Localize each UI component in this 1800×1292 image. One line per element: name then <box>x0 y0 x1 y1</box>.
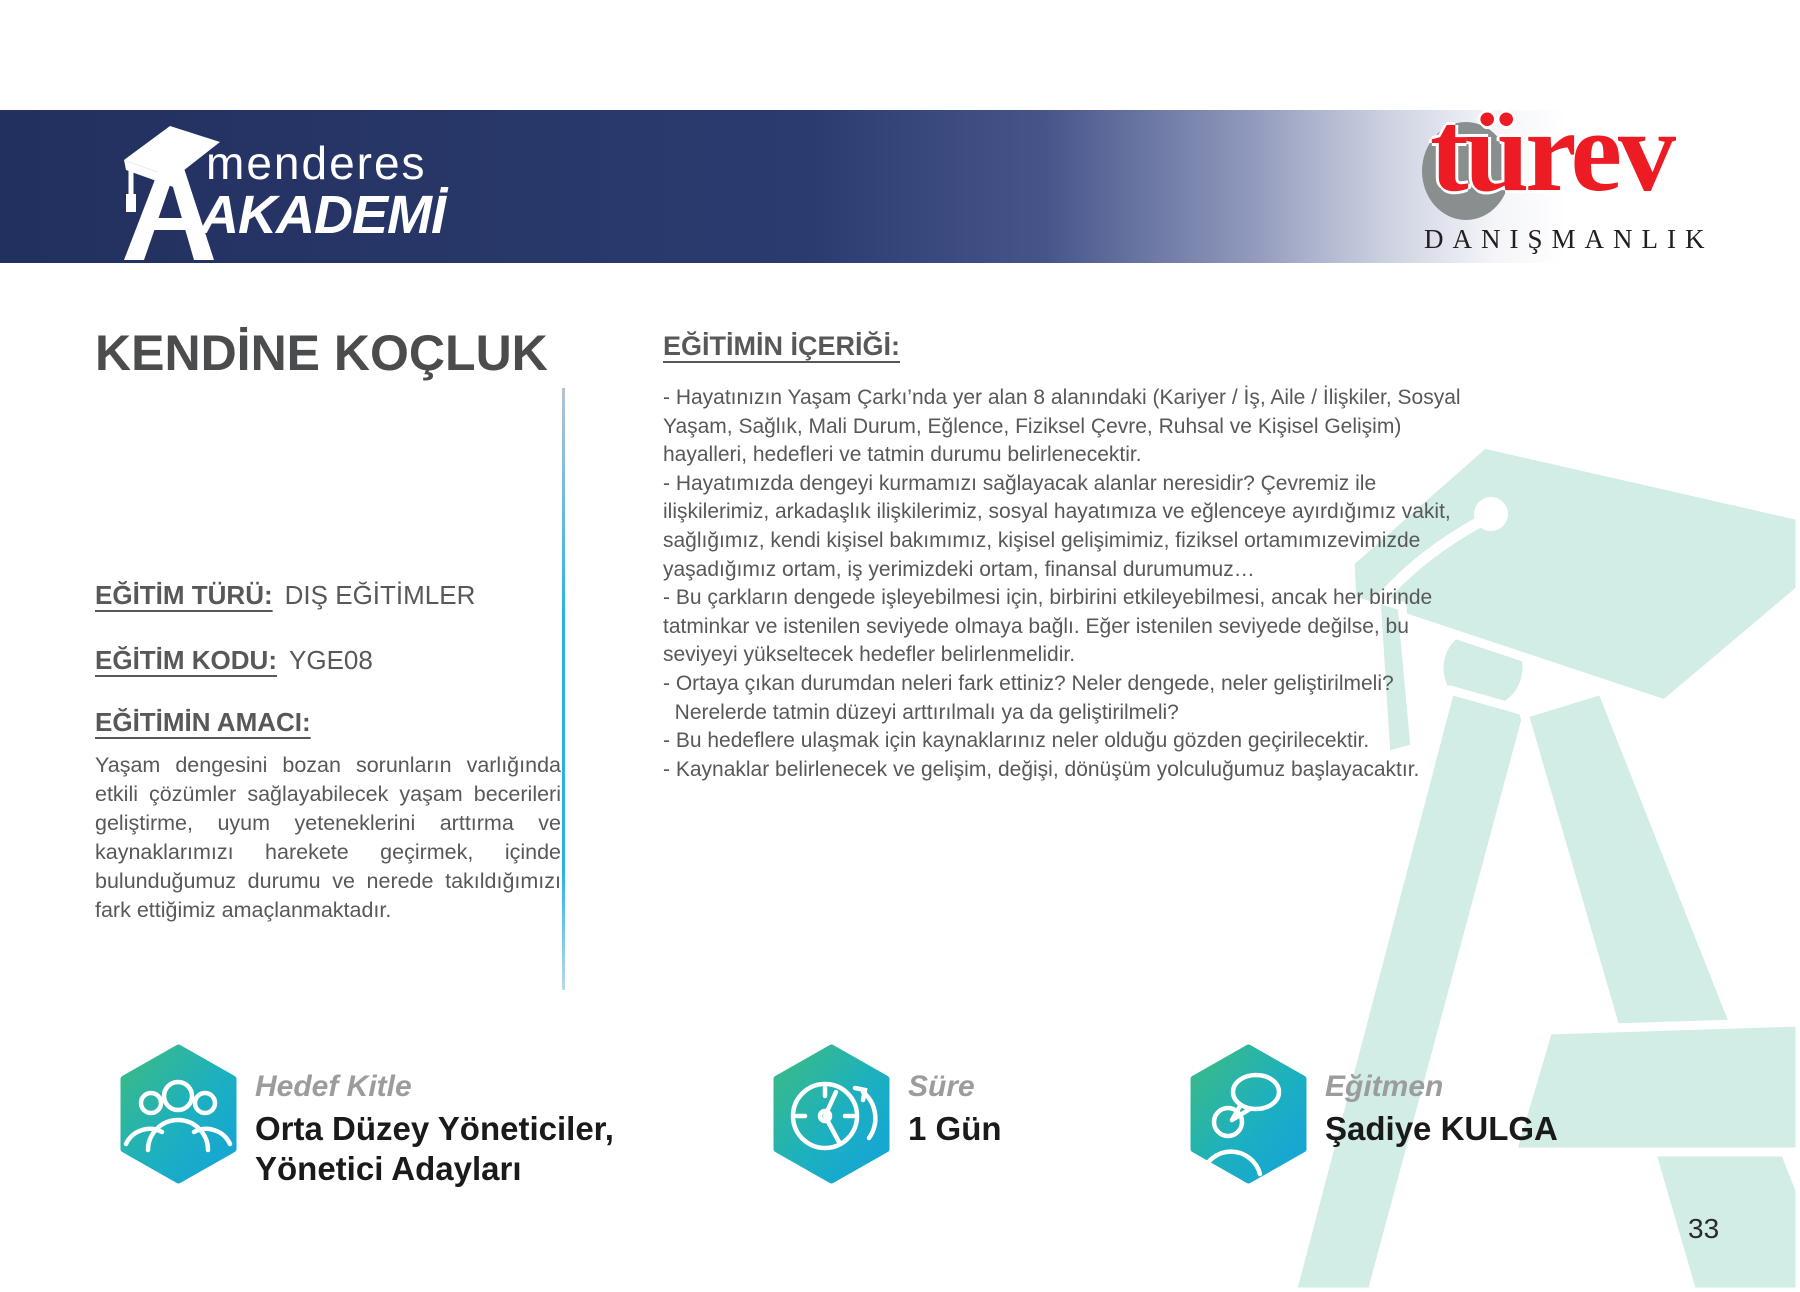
course-title: KENDİNE KOÇLUK <box>95 325 548 381</box>
turev-wordmark: türev <box>1430 88 1673 216</box>
column-divider <box>562 388 565 990</box>
sure-value: 1 Gün <box>908 1110 1002 1147</box>
hedef-kitle-label: Hedef Kitle <box>255 1070 412 1103</box>
sure-label: Süre <box>908 1070 975 1103</box>
content-item: - Kaynaklar belirlenecek ve gelişim, değişi, dönüşüm yolculuğumuz başlayacaktır. <box>663 757 1420 781</box>
hedef-kitle-hexagon <box>120 1044 237 1184</box>
egitmen-hexagon <box>1190 1044 1307 1184</box>
field-egitim-turu <box>95 580 475 611</box>
content-item: - Hayatınızın Yaşam Çarkı’nda yer alan 8 alanındaki (Kariyer / İş, Aile / İlişkiler, Sosyal Yaşam, Sağlık, Mali Durum, Eğlence, Fiziksel Çevre, Ruhsal ve Kişisel Gelişim) hayalleri, hedefleri ve tatmin durumu belirlenecektir. <box>663 386 1461 467</box>
hedef-kitle-value-line1: Orta Düzey Yöneticiler, <box>255 1110 614 1147</box>
course-purpose-text: Yaşam dengesini bozan sorunların varlığında etkili çözümler sağlayabilecek yaşam becerileri geliştirme, uyum yeteneklerini arttırma ve kaynaklarımızı harekete geçirmek, içinde bulunduğumuz durumu ve nerede takıldığımızı fark ettiğimiz amaçlanmaktadır. <box>95 753 561 922</box>
course-content-list <box>663 384 1465 784</box>
egitmen-label: Eğitmen <box>1325 1070 1444 1103</box>
turev-danismanlik-logo <box>1408 88 1738 270</box>
content-item: - Ortaya çıkan durumdan neleri fark ettiniz? Neler dengede, neler geliştirilmeli? <box>663 671 1394 695</box>
page-number: 33 <box>1688 1213 1720 1244</box>
content-item: - Hayatımızda dengeyi kurmamızı sağlayacak alanlar neresidir? Çevremiz ile ilişkilerimiz, arkadaşlık ilişkilerimiz, sosyal hayatımıza ve eğlenceye ayırdığımız vakit, sağlığımız, kendi kişisel bakımımız, kişisel gelişimimiz, fiziksel ortamımızevimizde yaşadığımız ortam, iş yerimizdeki ortam, finansal durumumuz… <box>663 471 1451 581</box>
egitimin-icerigi-label: EĞİTİMİN İÇERİĞİ: <box>663 331 901 361</box>
egitimin-amaci-label: EĞİTİMİN AMACI: <box>95 707 311 737</box>
field-egitim-kodu <box>95 645 373 676</box>
hedef-kitle-value-line2: Yönetici Adayları <box>255 1150 522 1187</box>
egitmen-value: Şadiye KULGA <box>1325 1110 1558 1147</box>
egitim-kodu-value: YGE08 <box>289 645 373 675</box>
content-item: Nerelerde tatmin düzeyi arttırılmalı ya da geliştirilmeli? <box>663 700 1179 724</box>
brand-akademi: AKADEMİ <box>200 185 445 245</box>
sure-hexagon <box>773 1044 890 1184</box>
content-item: - Bu çarkların dengede işleyebilmesi için, birbirini etkileyebilmesi, ancak her birinde tatminkar ve istenilen seviyede olmaya bağlı. Eğer istenilen seviyede değilse, bu seviyeyi yükseltecek hedefler belirlenmelidir. <box>663 586 1433 667</box>
brand-menderes: menderes <box>206 137 427 189</box>
egitim-kodu-label: EĞİTİM KODU: <box>95 645 277 675</box>
turev-subtitle: DANIŞMANLIK <box>1424 224 1714 254</box>
watermark-right-leg <box>1524 690 1800 1292</box>
field-egitimin-amaci <box>95 707 311 738</box>
content-item: - Bu hedeflere ulaşmak için kaynaklarınız neler olduğu gözden geçirilecektir. <box>663 729 1370 753</box>
egitim-turu-label: EĞİTİM TÜRÜ: <box>95 580 273 610</box>
watermark-tassel-button <box>1474 497 1508 531</box>
egitim-turu-value: DIŞ EĞİTİMLER <box>284 580 476 610</box>
